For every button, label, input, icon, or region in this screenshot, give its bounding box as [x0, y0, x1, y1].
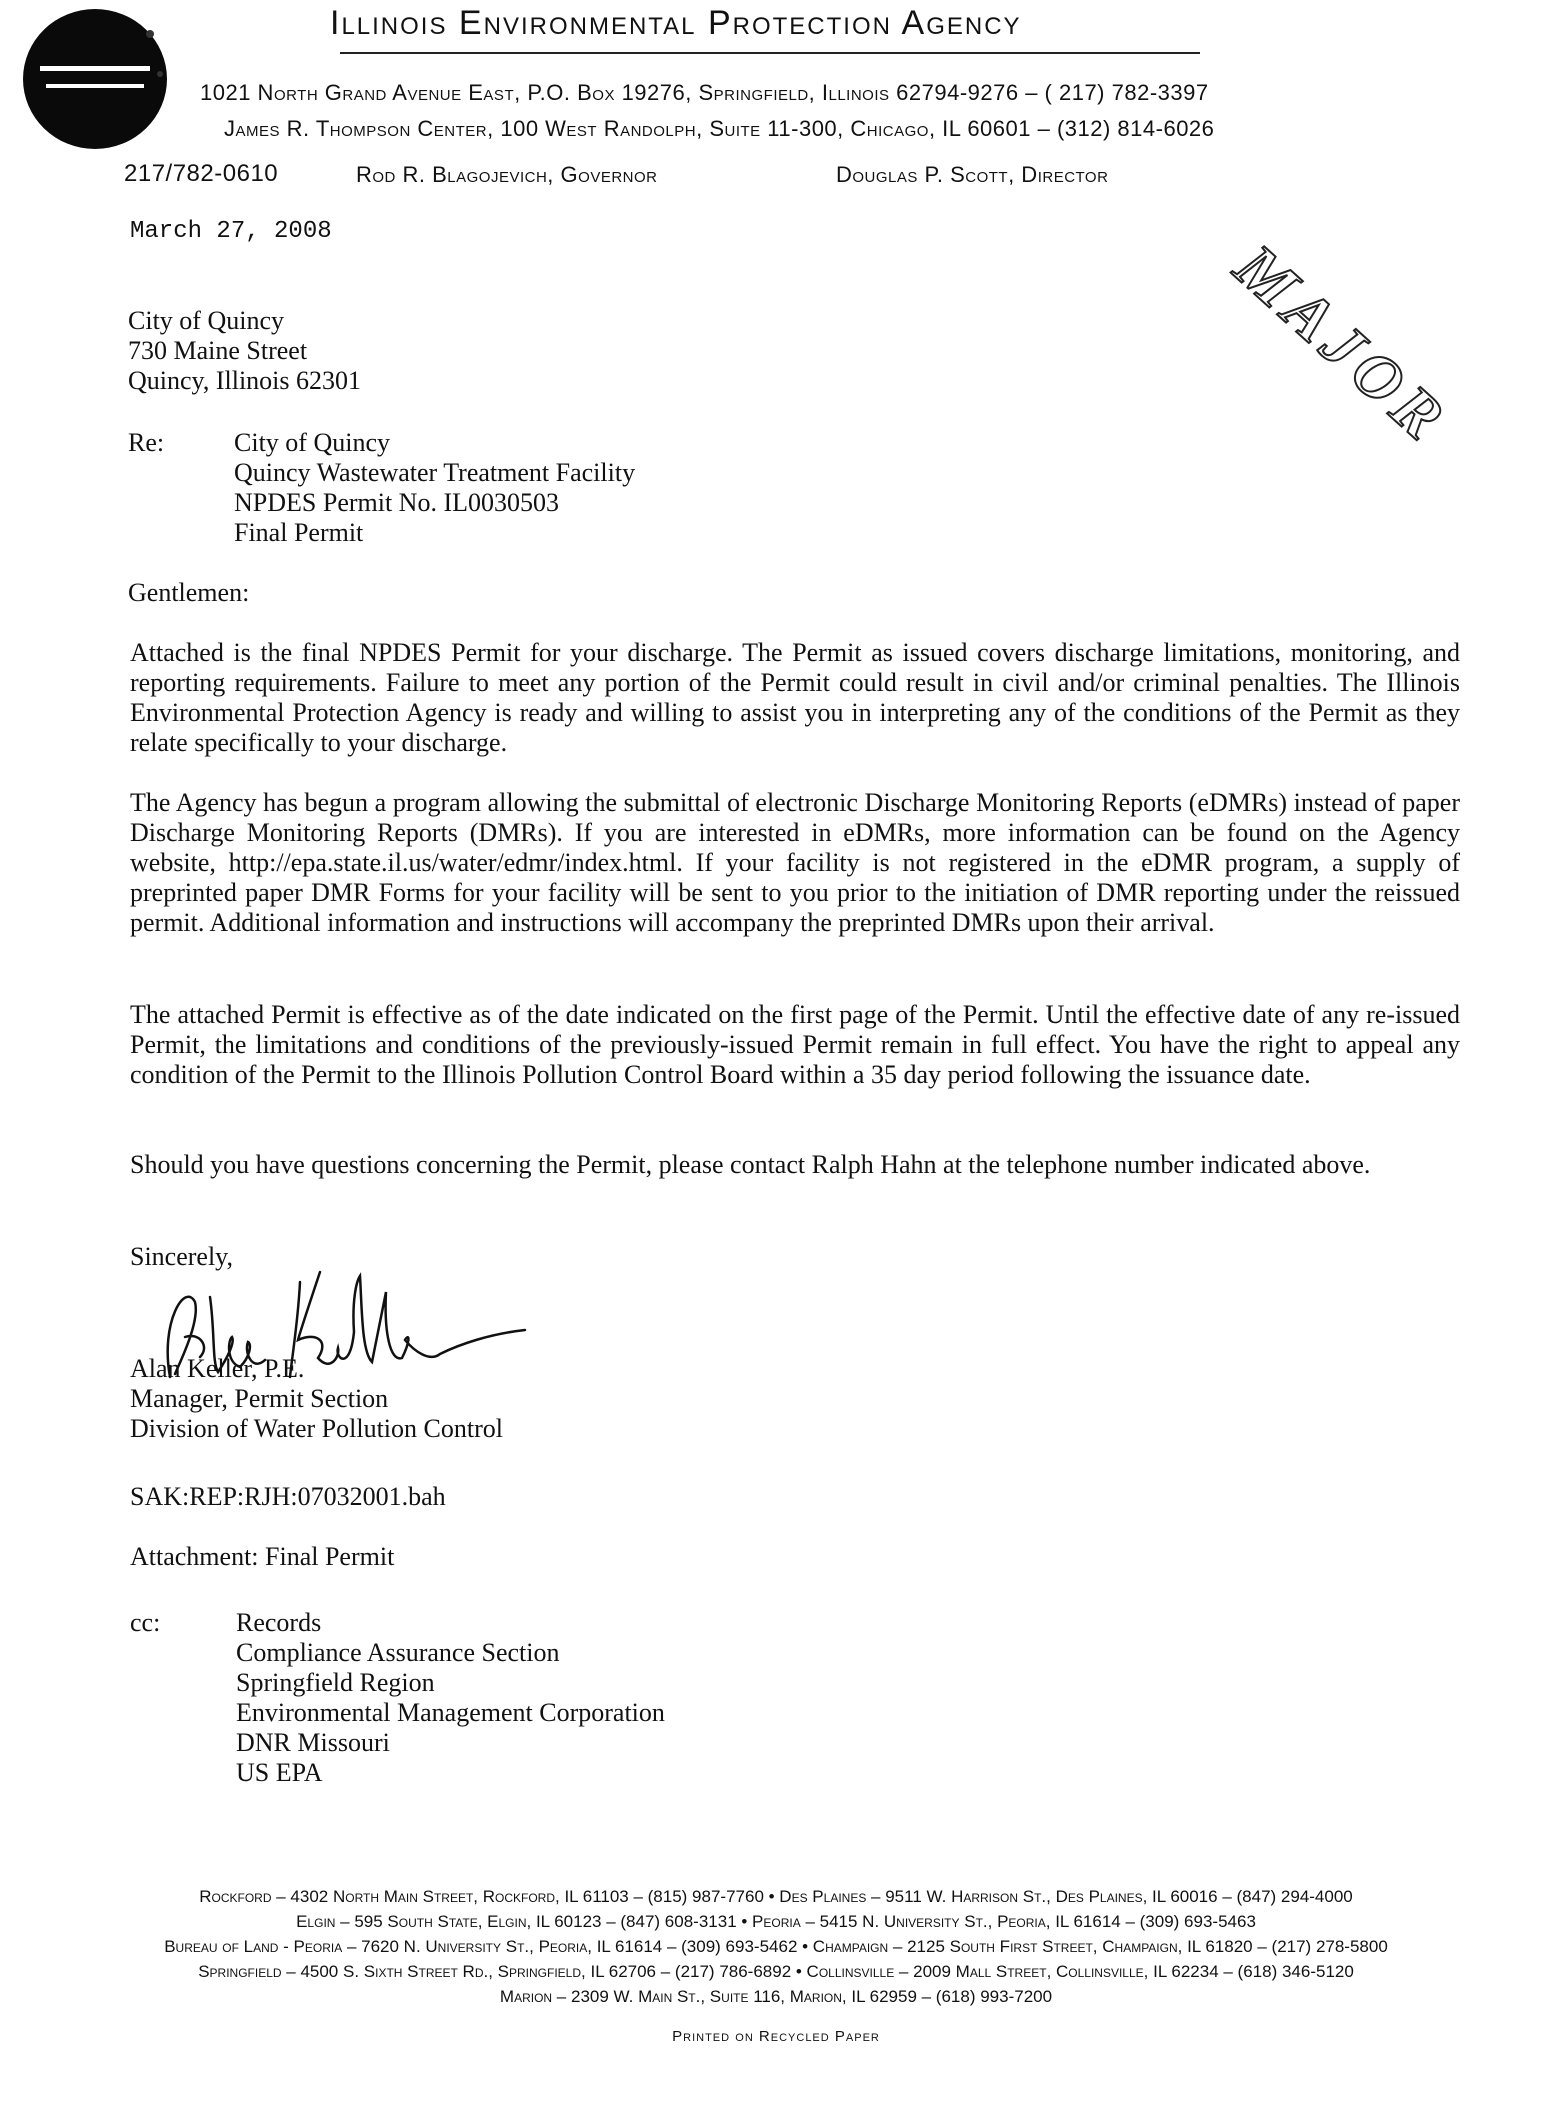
springfield-address: 1021 North Grand Avenue East, P.O. Box 19276, Springfield, Illinois 62794-9276 – ( 217) 782-3397	[200, 80, 1209, 105]
governor-name: Rod R. Blagojevich, Governor	[356, 162, 658, 187]
agency-name: Illinois Environmental Protection Agency	[330, 4, 1022, 42]
footer-line: Springfield – 4500 S. Sixth Street Rd., Springfield, IL 62706 – (217) 786-6892 • Collinsville – 2009 Mall Street, Collinsville, IL 62234 – (618) 346-5120	[198, 1962, 1354, 1981]
signer-title: Manager, Permit Section	[130, 1384, 389, 1413]
body-paragraph-3: The attached Permit is effective as of the date indicated on the first page of the Permit. Until the effective date of any re-issued Permit, the limitations and conditions of the previously-issued Permit remain in full effect. You have the right to appeal any condition of the Permit to the Illinois Pollution Control Board within a 35 day period following the issuance date.	[130, 1000, 1460, 1089]
reference-code: SAK:REP:RJH:07032001.bah	[130, 1482, 446, 1511]
recipient-line: 730 Maine Street	[128, 336, 308, 365]
footer-line: Elgin – 595 South State, Elgin, IL 60123 – (847) 608-3131 • Peoria – 5415 N. University St., Peoria, IL 61614 – (309) 693-5463	[296, 1912, 1256, 1931]
signer-name: Alan Keller, P.E.	[130, 1354, 305, 1383]
re-block	[234, 428, 635, 548]
agency-seal-logo	[0, 4, 190, 154]
cc-item: Compliance Assurance Section	[236, 1638, 560, 1667]
printed-on-recycled-paper: Printed on Recycled Paper	[672, 2028, 880, 2045]
re-line: Final Permit	[234, 518, 364, 547]
recipient-line: Quincy, Illinois 62301	[128, 366, 362, 395]
footer-offices	[0, 1884, 1552, 2009]
closing: Sincerely,	[130, 1242, 233, 1271]
re-line: Quincy Wastewater Treatment Facility	[234, 458, 636, 487]
body-paragraph-1: Attached is the final NPDES Permit for your discharge. The Permit as issued covers discharge limitations, monitoring, and reporting requirements. Failure to meet any portion of the Permit could result in civil and/or criminal penalties. The Illinois Environmental Protection Agency is ready and willing to assist you in interpreting any of the conditions of the Permit as they relate specifically to your discharge.	[130, 638, 1460, 757]
body-paragraph-2: The Agency has begun a program allowing the submittal of electronic Discharge Monitoring Reports (eDMRs) instead of paper Discharge Monitoring Reports (DMRs). If you are interested in eDMRs, more information can be found on the Agency website, http://epa.state.il.us/water/edmr/index.html. If your facility is not registered in the eDMR program, a supply of preprinted paper DMR Forms for your facility will be sent to you prior to the initiation of DMR reporting under the reissued permit. Additional information and instructions will accompany the preprinted DMRs upon their arrival.	[130, 788, 1460, 937]
cc-item: Records	[236, 1608, 322, 1637]
cc-item: Environmental Management Corporation	[236, 1698, 665, 1727]
re-line: City of Quincy	[234, 428, 390, 457]
major-stamp: MAJOR	[1221, 230, 1463, 458]
footer-line: Rockford – 4302 North Main Street, Rockford, IL 61103 – (815) 987-7760 • Des Plaines – 9511 W. Harrison St., Des Plaines, IL 60016 – (847) 294-4000	[199, 1887, 1353, 1906]
cc-list	[236, 1608, 665, 1788]
recipient-line: City of Quincy	[128, 306, 284, 335]
cc-item: Springfield Region	[236, 1668, 435, 1697]
body-paragraph-4: Should you have questions concerning the Permit, please contact Ralph Hahn at the telephone number indicated above.	[130, 1150, 1371, 1179]
recipient-address	[128, 306, 361, 396]
letterhead-rule	[340, 52, 1200, 54]
cc-item: DNR Missouri	[236, 1728, 390, 1757]
re-label: Re:	[128, 428, 165, 457]
re-line: NPDES Permit No. IL0030503	[234, 488, 559, 517]
cc-item: US EPA	[236, 1758, 323, 1787]
signer-block	[130, 1354, 503, 1444]
chicago-address: James R. Thompson Center, 100 West Randolph, Suite 11-300, Chicago, IL 60601 – (312) 814-6026	[224, 116, 1215, 141]
signer-division: Division of Water Pollution Control	[130, 1414, 503, 1443]
agency-phone: 217/782-0610	[124, 160, 279, 187]
footer-line: Marion – 2309 W. Main St., Suite 116, Marion, IL 62959 – (618) 993-7200	[499, 1987, 1053, 2006]
letter-date: March 27, 2008	[130, 218, 332, 245]
salutation: Gentlemen:	[128, 578, 250, 607]
footer-line: Bureau of Land - Peoria – 7620 N. University St., Peoria, IL 61614 – (309) 693-5462 • Champaign – 2125 South First Street, Champaign, IL 61820 – (217) 278-5800	[164, 1937, 1388, 1956]
attachment-line: Attachment: Final Permit	[130, 1542, 395, 1571]
cc-label: cc:	[130, 1608, 161, 1637]
director-name: Douglas P. Scott, Director	[836, 162, 1109, 187]
